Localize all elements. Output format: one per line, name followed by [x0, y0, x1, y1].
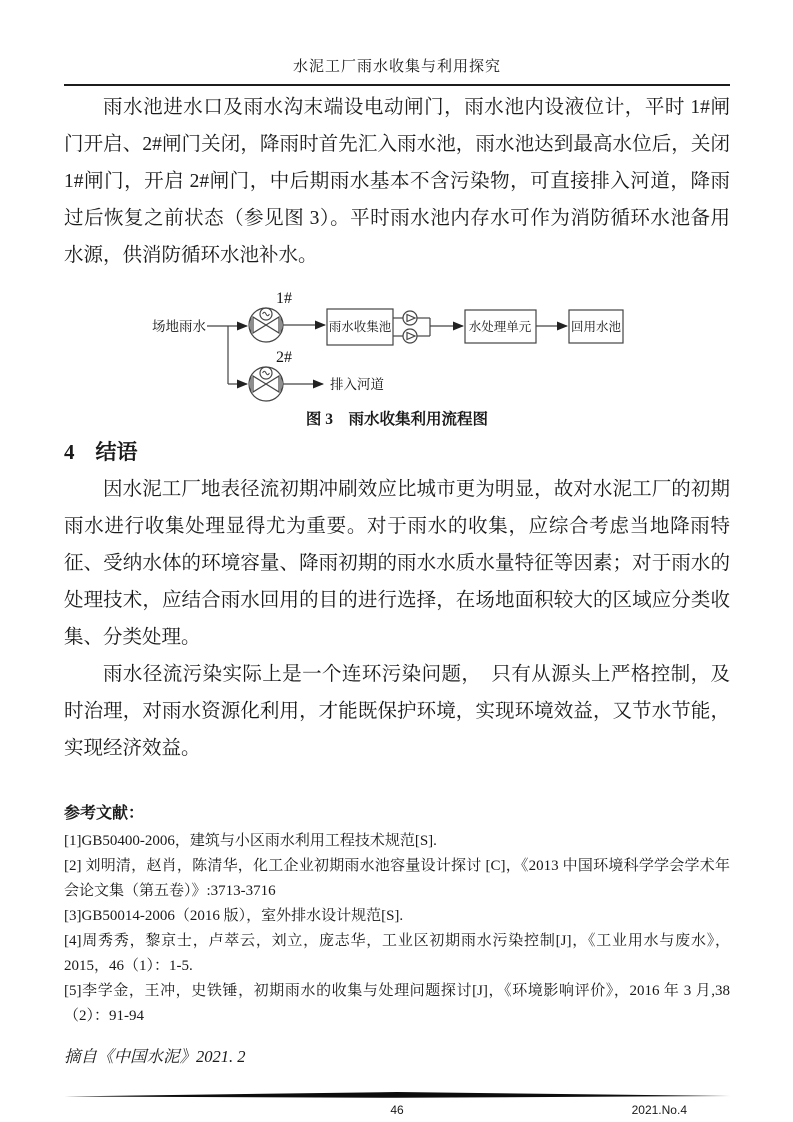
electric-valve-2-icon [249, 367, 283, 401]
diagram-source-label: 场地雨水 [152, 319, 206, 334]
reference-item: [3]GB50014-2006（2016 版），室外排水设计规范[S]. [64, 908, 404, 924]
running-head-title: 水泥工厂雨水收集与利用探究 [292, 59, 501, 75]
references-list [64, 829, 730, 1029]
paragraph-conclusion-2: 雨水径流污染实际上是一个连环污染问题， 只有从源头上严格控制，及时治理，对雨水资源化利用，才能既保护环境，实现环境效益，又节水节能，实现经济效益。 [64, 664, 730, 759]
page-number: 46 [390, 1103, 404, 1117]
reference-item: [2] 刘明清，赵肖，陈清华，化工企业初期雨水池容量设计探讨 [C]，《2013 中国环境科学学会学术年会论文集（第五卷）》:3713-3716 [64, 858, 730, 899]
source-note: 摘自《中国水泥》2021. 2 [64, 1047, 246, 1066]
paragraph-rainwater-gates: 雨水池进水口及雨水沟末端设电动闸门，雨水池内设液位计，平时 1#闸门开启、2#闸门关闭，降雨时首先汇入雨水池，雨水池达到最高水位后，关闭 1#闸门，开启 2#闸门，中后期雨水基本不含污染物，可直接排入河道，降雨过后恢复之前状态（参见图 3）。平时雨水池内存水可作为消防循环水池备用水源，供消防循环水池补水。 [64, 97, 730, 266]
reference-item: [5]李学金，王冲，史铁锤，初期雨水的收集与处理问题探讨[J]，《环境影响评价》，2016 年 3 月,38（2）：91-94 [64, 983, 730, 1024]
valve2-label: 2# [276, 349, 292, 366]
reference-item: [1]GB50400-2006，建筑与小区雨水利用工程技术规范[S]. [64, 833, 437, 849]
page-footer [64, 1102, 730, 1118]
discharge-label: 排入河道 [330, 377, 384, 392]
footer-divider [64, 1091, 730, 1099]
reuse-box-label: 回用水池 [570, 320, 622, 334]
references-heading: 参考文献： [64, 805, 145, 822]
pump-pair-icon [393, 311, 430, 343]
collect-box-label: 雨水收集池 [328, 320, 392, 334]
section-heading-conclusion: 4 结语 [64, 440, 138, 464]
header-rule [64, 84, 730, 86]
figure-flow-diagram [64, 283, 730, 403]
figure-caption: 图 3 雨水收集利用流程图 [305, 411, 489, 428]
rainwater-flow-diagram-svg [64, 283, 730, 403]
valve1-label: 1# [276, 290, 292, 307]
paragraph-conclusion-1: 因水泥工厂地表径流初期冲刷效应比城市更为明显，故对水泥工厂的初期雨水进行收集处理显得尤为重要。对于雨水的收集，应综合考虑当地降雨特征、受纳水体的环境容量、降雨初期的雨水水质水量特征等因素；对于雨水的处理技术，应结合雨水回用的目的进行选择，在场地面积较大的区域应分类收集、分类处理。 [64, 479, 730, 648]
electric-valve-1-icon [249, 308, 283, 342]
reference-item: [4]周秀秀，黎京士，卢萃云，刘立，庞志华，工业区初期雨水污染控制[J]，《工业用水与废水》，2015，46（1）：1-5. [64, 933, 730, 974]
treatment-box-label: 水处理单元 [468, 320, 532, 334]
issue-number: 2021.No.4 [631, 1103, 687, 1117]
